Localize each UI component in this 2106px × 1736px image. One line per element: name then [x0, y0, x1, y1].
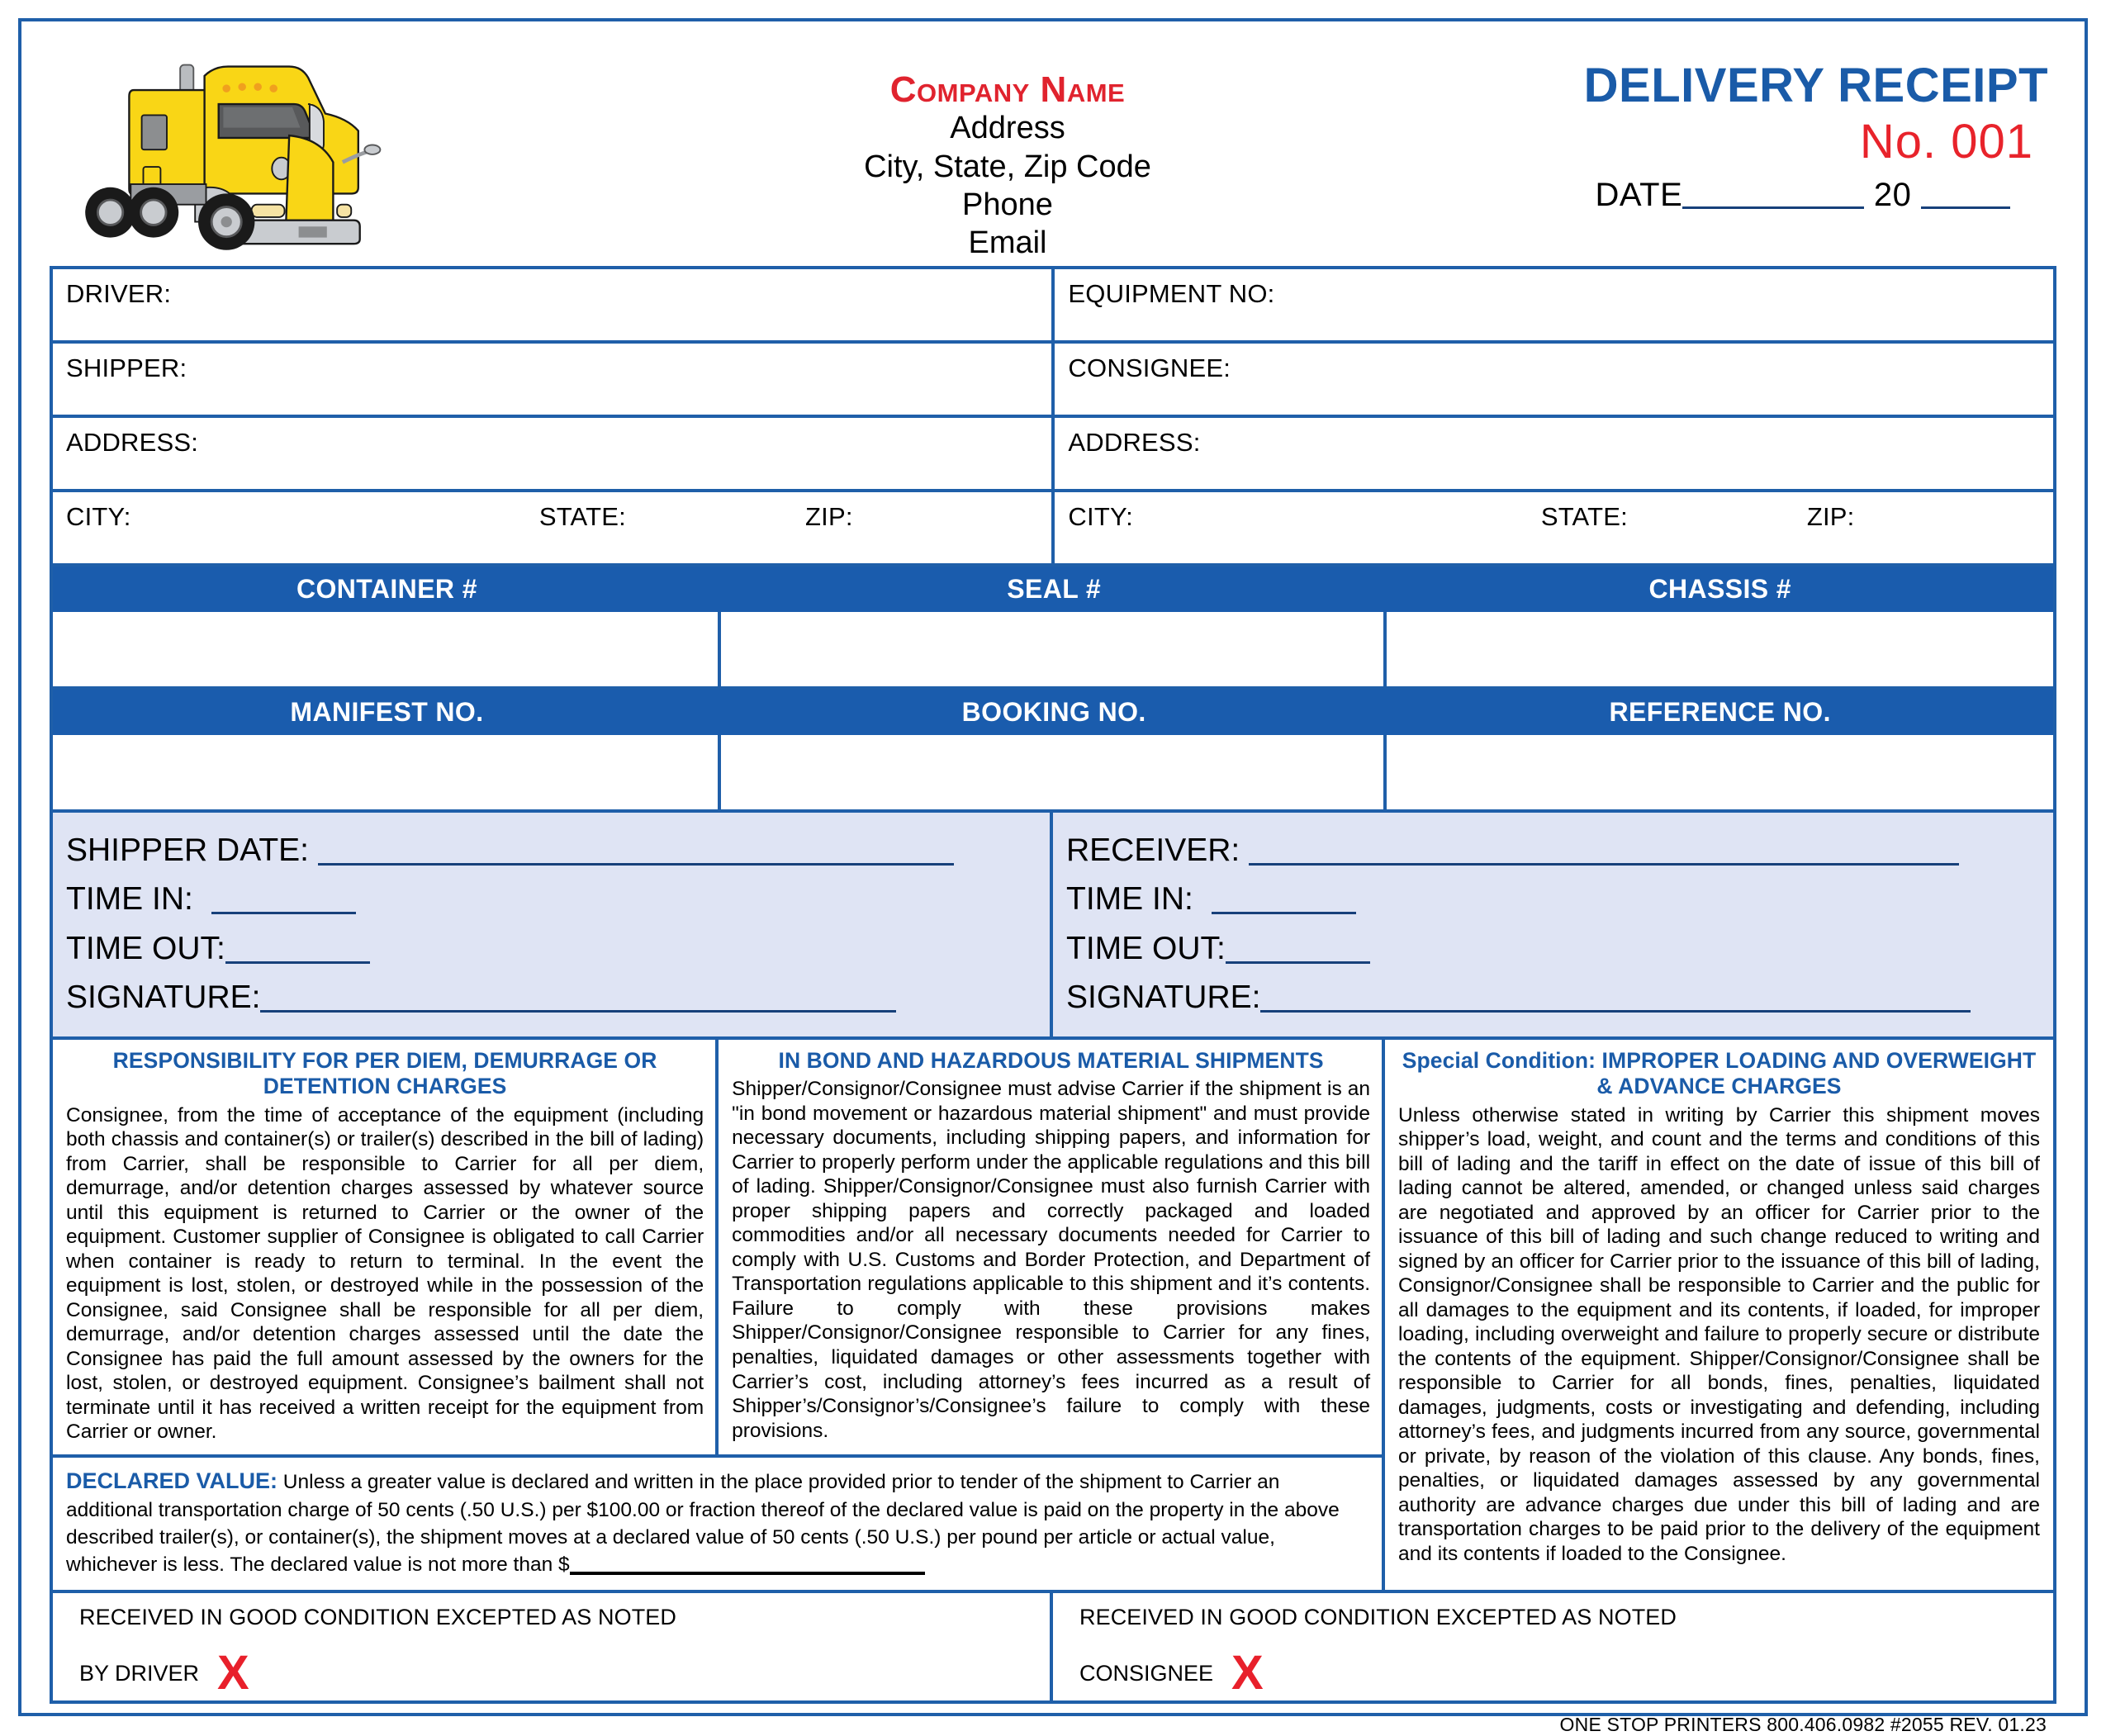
date-rule[interactable] [1682, 206, 1864, 209]
form-body [50, 266, 2056, 1704]
declared-value-amount-rule[interactable] [570, 1572, 925, 1575]
shipper-signature-label: SIGNATURE: [66, 979, 261, 1015]
row-driver-equipment [53, 269, 2053, 344]
equipment-no-label: EQUIPMENT NO: [1068, 279, 1275, 308]
truck-icon [73, 41, 387, 264]
receiver-signature-label: SIGNATURE: [1066, 979, 1261, 1015]
address-left-label: ADDRESS: [66, 428, 199, 457]
receiver-time-out-row[interactable] [1066, 924, 2037, 973]
field-address-shipper[interactable] [53, 418, 1055, 492]
receiver-time-out-rule[interactable] [1226, 961, 1370, 964]
state-right-label: STATE: [1540, 502, 1628, 531]
company-email: Email [968, 225, 1047, 261]
terms-heading-per-diem: RESPONSIBILITY FOR PER DIEM, DEMURRAGE OR DETENTION CHARGES [112, 1048, 657, 1099]
address-right-label: ADDRESS: [1068, 428, 1201, 457]
bar-label-chassis: CHASSIS # [1648, 574, 1791, 604]
shipper-time-in-rule[interactable] [211, 912, 356, 914]
shipper-time-out-row[interactable] [66, 924, 1033, 973]
shipper-signature-rule[interactable] [260, 1010, 896, 1013]
consignee-signature-line[interactable] [1079, 1645, 1264, 1700]
input-manifest-no[interactable] [53, 735, 721, 809]
receiver-time-out-label: TIME OUT: [1066, 930, 1226, 966]
consignee-label: CONSIGNEE: [1068, 353, 1231, 382]
shipper-date-rule[interactable] [318, 863, 954, 866]
terms-body-improper-loading: Unless otherwise stated in writing by Carrier this shipment moves shipper’s load, weight, and count and the terms and conditions of this bill of lading and the tariff in effect on the date of issue of this bill of lading cannot be altered, amended, or changed unless said charges are negotiated and approved by an officer for Carrier prior to the issuance of this bill of lading and such change reduced to writing and signed by an officer for Carrier prior to the issuance of this bill of lading, Consignor/Consignee shall be responsible to Carrier and the public for all damages to the equipment and its contents, if loaded, for improper loading, including overweight and failure to properly secure or distribute the contents of the equipment. Shipper/Consignor/Consignee shall be responsible to Carrier for all bonds, fines, penalties, liquidated damages, judgments, costs or investigating and defending, including attorney’s fees, and judgments incurred from any source, governmental or private, by reason of the violation of this clause. Any bonds, fines, penalties, or liquidated damages assessed by any governmental authority are advance charges due under this bill of lading and are transportation charges to be paid prior to the delivery of the equipment and its contents if loaded to the Consignee. [1398, 1103, 2040, 1565]
terms-upper-row [53, 1040, 1382, 1458]
bar-label-booking: BOOKING NO. [961, 697, 1146, 727]
field-citystatezip-shipper[interactable] [53, 492, 1055, 567]
field-consignee[interactable] [1055, 344, 2053, 418]
receiver-signature-rule[interactable] [1260, 1010, 1971, 1013]
field-equipment-no[interactable] [1055, 269, 2053, 344]
company-name: Company Name [889, 69, 1126, 110]
terms-column-per-diem [53, 1040, 719, 1454]
driver-signature-line[interactable] [79, 1645, 249, 1700]
shipper-date-row[interactable] [66, 826, 1033, 875]
terms-left-group [53, 1040, 1385, 1590]
shipper-signature-row[interactable] [66, 973, 1033, 1022]
shipper-time-out-rule[interactable] [225, 961, 370, 964]
bar-label-seal: SEAL # [1007, 574, 1102, 604]
printer-footer: ONE STOP PRINTERS 800.406.0982 #2055 REV. 01.23 [1559, 1714, 2047, 1736]
bar-label-container: CONTAINER # [296, 574, 477, 604]
input-seal-no[interactable] [721, 612, 1387, 686]
shipper-time-in-row[interactable] [66, 875, 1033, 923]
receiver-time-in-row[interactable] [1066, 875, 2037, 923]
receipt-number: No. 001 [1859, 114, 2033, 168]
company-city-state-zip: City, State, Zip Code [864, 149, 1151, 184]
city-left-label: CITY: [66, 502, 131, 531]
terms-body-hazmat: Shipper/Consignor/Consignee must advise Carrier if the shipment is an "in bond movement or hazardous material shipment" and must provide necessary documents, including shipping papers, and information for Carrier to properly perform under the applicable regulations and this bill of lading. Shipper/Consignor/Consignee must also furnish Carrier with proper shipping papers and correctly packaged and loaded commodities and/or all necessary documents needed for Carrier to comply with U.S. Customs and Border Protection, and Department of Transportation regulations applicable to this shipment and it’s contents. Failure to comply with these provisions makes Shipper/Consignor/Consignee responsible to Carrier for any fines, penalties, liquidated damages or other assessments together with Carrier’s cost, including attorney’s fees incurred as a result of Shipper’s/Consignor’s/Consignee’s failure to comply with these provisions. [732, 1078, 1371, 1442]
date-label: DATE [1595, 177, 1683, 214]
input-reference-no[interactable] [1387, 735, 2053, 809]
shipper-label: SHIPPER: [66, 353, 187, 382]
by-driver-label: BY DRIVER [79, 1660, 200, 1686]
company-phone: Phone [962, 187, 1053, 222]
row-manifest-booking-reference-inputs [53, 735, 2053, 813]
field-citystatezip-consignee[interactable] [1055, 492, 2053, 567]
row-shipper-consignee [53, 344, 2053, 418]
row-addresses [53, 418, 2053, 492]
row-container-seal-chassis-inputs [53, 612, 2053, 690]
date-field-line[interactable] [1222, 177, 2048, 214]
terms-heading-improper-loading: Special Condition: IMPROPER LOADING AND OVERWEIGHT & ADVANCE CHARGES [1402, 1048, 2037, 1099]
declared-value-label: DECLARED VALUE: [66, 1468, 277, 1493]
field-shipper[interactable] [53, 344, 1055, 418]
shipper-subpanel [53, 813, 1053, 1036]
company-address: Address [950, 111, 1065, 146]
receiver-row[interactable] [1066, 826, 2037, 875]
shipper-time-in-label: TIME IN: [66, 881, 193, 918]
receiver-time-in-label: TIME IN: [1066, 881, 1193, 918]
driver-label: DRIVER: [66, 279, 172, 308]
consignee-signoff-block[interactable] [1053, 1593, 2053, 1700]
terms-body-per-diem: Consignee, from the time of acceptance of the equipment (including both chassis and container(s) or trailer(s) described in the bill of lading) from Carrier, shall be responsible to Carrier for all per diem, demurrage, and/or detention charges assessed by whatever source until this equipment is returned to Carrier or the owner of the equipment. Customer supplier of Consignee is obligated to call Carrier when container is ready to return to terminal. In the event the equipment is lost, stolen, or destroyed while in the possession of the Consignee, said Consignee shall be responsible for all per diem, demurrage, and/or detention charges assessed until the date the Consignee has paid the full amount assessed by the owners for the lost, stolen, or destroyed equipment. Consignee’s bailment shall not terminate until it has received a written receipt for the equipment from Carrier or owner. [66, 1103, 704, 1444]
row-city-state-zip [53, 492, 2053, 567]
driver-signoff-block[interactable] [53, 1593, 1053, 1700]
input-booking-no[interactable] [721, 735, 1387, 809]
shipper-date-label: SHIPPER DATE: [66, 832, 310, 868]
bar-label-reference: REFERENCE NO. [1609, 697, 1831, 727]
consignee-received-note: RECEIVED IN GOOD CONDITION EXCEPTED AS NOTED [1079, 1605, 1677, 1630]
state-left-label: STATE: [538, 502, 626, 531]
input-container-no[interactable] [53, 612, 721, 686]
form-container [50, 35, 2056, 1736]
input-chassis-no[interactable] [1387, 612, 2053, 686]
consignee-x-mark-icon: X [1231, 1645, 1264, 1700]
received-signoff-section [53, 1593, 2053, 1704]
declared-value-body: Unless a greater value is declared and written in the place provided prior to tender of the shipment to Carrier an additional transportation charge of 50 cents (.50 U.S.) per $100.00 or fraction thereof of the declared value is paid on the property in the above described trailer(s), or container(s), the shipment moves at a declared value of 50 cents (.50 U.S.) per pound per article or actual value, whichever is less. The declared value is not more than $ [66, 1470, 1340, 1577]
declared-value-block [53, 1458, 1382, 1591]
terms-column-hazmat [719, 1040, 1382, 1454]
receiver-time-in-rule[interactable] [1212, 912, 1356, 914]
consignee-label-bottom: CONSIGNEE [1079, 1660, 1214, 1686]
terms-heading-hazmat: IN BOND AND HAZARDOUS MATERIAL SHIPMENTS [778, 1048, 1324, 1074]
year-prefix: 20 [1873, 177, 1912, 214]
field-driver[interactable] [53, 269, 1055, 344]
header-bar-manifest-booking-reference [53, 690, 2053, 735]
form-header [50, 35, 2056, 266]
terms-and-conditions-section [53, 1040, 2053, 1593]
receiver-signature-row[interactable] [1066, 973, 2037, 1022]
shipper-receiver-panel [53, 813, 2053, 1040]
driver-x-mark-icon: X [217, 1645, 249, 1700]
city-right-label: CITY: [1068, 502, 1133, 531]
driver-received-note: RECEIVED IN GOOD CONDITION EXCEPTED AS NOTED [79, 1605, 676, 1630]
bar-label-manifest: MANIFEST NO. [290, 697, 484, 727]
page-title: DELIVERY RECEIPT [1583, 59, 2048, 112]
receiver-subpanel [1053, 813, 2053, 1036]
zip-right-label: ZIP: [1806, 502, 1855, 531]
year-rule[interactable] [1921, 206, 2010, 209]
header-bar-container-seal-chassis [53, 567, 2053, 612]
shipper-time-out-label: TIME OUT: [66, 930, 225, 966]
receiver-rule[interactable] [1249, 863, 1959, 866]
terms-column-improper-loading [1385, 1040, 2053, 1590]
receiver-label: RECEIVER: [1066, 832, 1240, 868]
zip-left-label: ZIP: [805, 502, 853, 531]
receipt-title-block [1222, 59, 2048, 214]
field-address-consignee[interactable] [1055, 418, 2053, 492]
